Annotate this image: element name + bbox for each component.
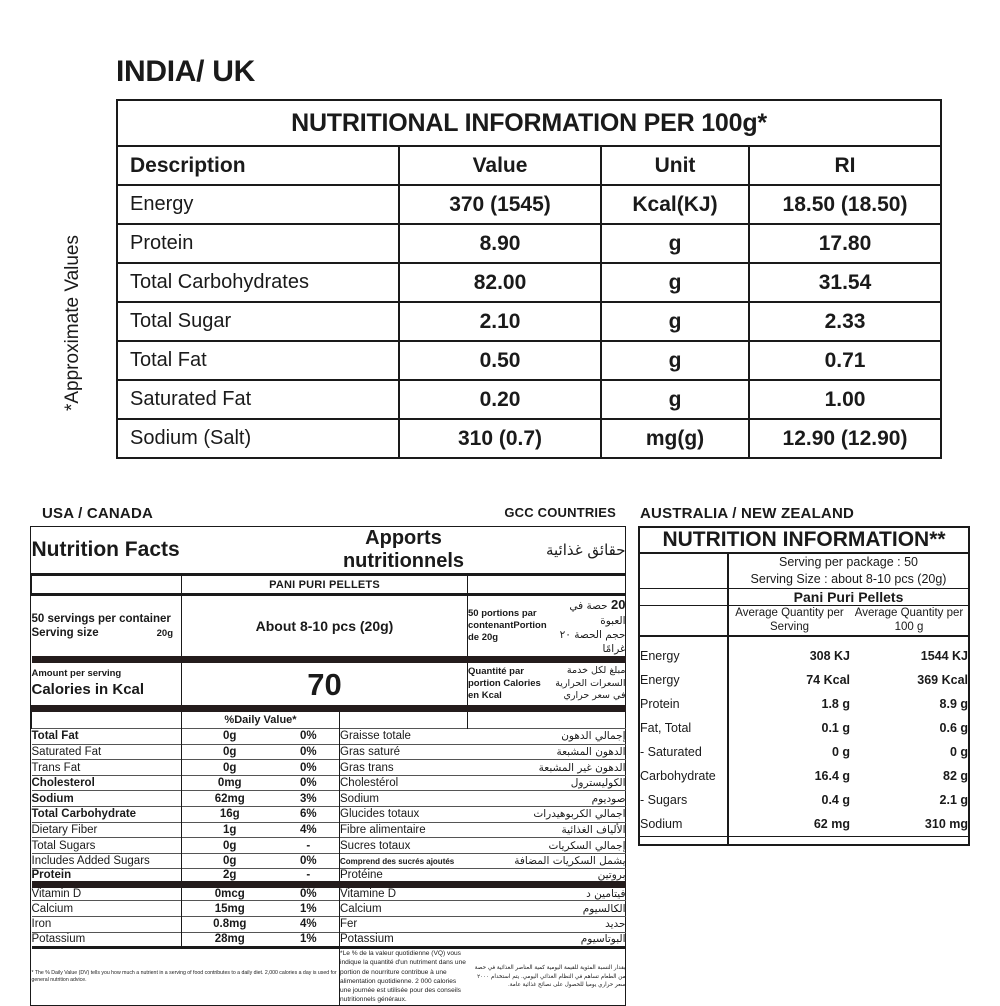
nutrition-facts-row: [32, 744, 626, 760]
row-ri: 18.50 (18.50): [749, 185, 941, 224]
nf-dv-header-row: [32, 709, 626, 729]
nutrient-name: Total Carbohydrate: [31, 808, 137, 821]
row-ri: 0.71: [749, 341, 941, 380]
nutrition-facts-row: [32, 807, 626, 823]
gcc-arabic-title: حقائق غذائية: [545, 541, 626, 559]
anz-nutrient-name: - Sugars: [640, 792, 688, 807]
india-uk-header-row: [117, 146, 941, 185]
nutrient-name-ar: بروتين: [597, 869, 626, 882]
vitamin-daily-value: 0%: [299, 888, 317, 901]
nutrient-name-ar: اجمالي الكربوهيدرات: [533, 808, 626, 821]
india-uk-row: [117, 302, 941, 341]
anz-nutrient-name: Carbohydrate: [640, 768, 716, 783]
row-value: 370 (1545): [399, 185, 601, 224]
nutrient-daily-value: 4%: [299, 823, 317, 836]
gcc-serving-ar-line1: حصة في العبوة: [569, 600, 626, 627]
anz-empty-cell-2: [640, 588, 728, 605]
anz-per-100g: 310 mg: [924, 816, 969, 831]
gcc-footnote-fr: *Le % de la valeur quotidienne (VQ) vous indique la quantité d'un nutriment dans une portion de nourriture contribue à une alimentation quotidienne. 2 000 calories une journée est utilisée pour des conseils nutritionnels généraux.: [340, 948, 468, 1005]
gcc-calories-cell: [468, 660, 626, 709]
nutrient-amount: 0g: [182, 760, 278, 776]
vitamin-name-ar: الكالسيوم: [582, 902, 626, 915]
gcc-serving-cell: [468, 595, 626, 660]
nutrition-facts-table: [31, 527, 626, 1005]
nutrient-name: Sodium: [31, 792, 74, 805]
nutrient-name-fr: Cholestérol: [340, 775, 468, 791]
row-description: Sodium (Salt): [117, 419, 399, 458]
row-ri: 17.80: [749, 224, 941, 263]
nutrient-daily-value: 0%: [299, 855, 317, 868]
india-uk-panel: [0, 0, 1000, 480]
india-uk-row: [117, 341, 941, 380]
nutrition-facts-row: [32, 791, 626, 807]
anz-nutrient-name: Energy: [640, 672, 680, 687]
anz-serving-info: [728, 553, 968, 588]
anz-serving-per-package: Serving per package : 50: [779, 555, 918, 569]
row-ri: 1.00: [749, 380, 941, 419]
nutrient-name-ar: الكوليسترول: [570, 777, 626, 790]
nf-product-name: PANI PURI PELLETS: [182, 575, 468, 595]
anz-spacer-cell-2: [728, 636, 850, 644]
nutrient-name-fr: Gras trans: [340, 760, 468, 776]
anz-per-serving: 308 KJ: [728, 644, 850, 668]
nf-dv-empty-ar: [468, 709, 626, 729]
anz-serving-size: Serving Size : about 8-10 pcs (20g): [750, 571, 947, 586]
vitamin-name: Potassium: [31, 933, 86, 946]
nutrition-facts-row: [32, 838, 626, 854]
nutrition-facts-title: Nutrition Facts: [31, 538, 180, 561]
nutrient-name-ar: إجمالي السكريات: [548, 839, 626, 852]
calories-value: 70: [182, 660, 468, 709]
anz-nutrition-row: [640, 716, 968, 740]
gcc-region-title: GCC COUNTRIES: [504, 505, 616, 520]
vitamin-daily-value: 1%: [299, 933, 317, 946]
gcc-serving-ar: [546, 596, 626, 656]
vitamin-amount: 0.8mg: [182, 917, 278, 933]
header-description: Description: [117, 146, 399, 185]
anz-per-serving: 0.4 g: [728, 788, 850, 812]
header-ri: RI: [749, 146, 941, 185]
nf-product-row: [32, 575, 626, 595]
anz-per-100g: 0.6 g: [939, 720, 969, 735]
nutrient-name: Protein: [31, 869, 72, 882]
anz-nutrition-box: [638, 526, 970, 846]
anz-product-name: Pani Puri Pellets: [728, 588, 968, 605]
vitamin-row: [32, 932, 626, 948]
nutrient-name: Total Fat: [31, 730, 79, 743]
row-description: Protein: [117, 224, 399, 263]
vitamin-row: [32, 901, 626, 917]
nutrient-amount: 0g: [182, 729, 278, 745]
anz-empty-cell: [640, 553, 728, 588]
nutrition-facts-row: [32, 760, 626, 776]
anz-per-100g: 82 g: [943, 768, 969, 783]
vitamin-name: Iron: [31, 918, 52, 931]
gcc-serving-count: 20: [611, 597, 626, 612]
india-uk-banner: NUTRITIONAL INFORMATION PER 100g*: [117, 100, 941, 146]
row-value: 8.90: [399, 224, 601, 263]
anz-nutrition-row: [640, 668, 968, 692]
anz-serving-row: [640, 553, 968, 588]
anz-per-serving: 16.4 g: [728, 764, 850, 788]
nutrient-name-ar: الدهون المشبعة: [556, 745, 626, 758]
row-unit: g: [601, 224, 749, 263]
servings-per-container: 50 servings per container: [31, 612, 171, 625]
nf-empty-cell-ar: [468, 575, 626, 595]
nutrition-facts-row: [32, 869, 626, 885]
nutrient-name: Dietary Fiber: [31, 823, 98, 836]
india-uk-row: [117, 224, 941, 263]
vitamin-name-ar: فيتامين د: [586, 888, 626, 901]
nutrient-name-fr: Graisse totale: [340, 729, 468, 745]
vitamin-amount: 0mcg: [182, 885, 278, 901]
anz-colheader-row: [640, 605, 968, 635]
nf-calories-info: [32, 660, 182, 709]
anz-per-serving: 1.8 g: [728, 692, 850, 716]
vitamin-name-ar: البوتاسيوم: [580, 933, 626, 946]
vitamin-daily-value: 1%: [299, 902, 317, 915]
row-value: 0.20: [399, 380, 601, 419]
nf-servings-info: [32, 595, 182, 660]
calories-label: Calories in Kcal: [31, 681, 145, 699]
nutrient-name-fr: Gras saturé: [340, 744, 468, 760]
anz-per-serving: 74 Kcal: [728, 668, 850, 692]
row-description: Total Fat: [117, 341, 399, 380]
serving-size-value: 20g: [156, 628, 173, 640]
nutrition-facts-row: [32, 853, 626, 869]
anz-region-title: AUSTRALIA / NEW ZEALAND: [640, 505, 855, 522]
nutrient-amount: 0g: [182, 838, 278, 854]
gcc-serving-ar-line2: حجم الحصة ٢٠ غرامًا: [559, 628, 626, 655]
india-uk-nutrition-table: [116, 99, 942, 459]
usa-canada-region-title: USA / CANADA: [42, 505, 154, 522]
vitamin-row: [32, 917, 626, 933]
nutrient-name-fr: Fibre alimentaire: [340, 822, 468, 838]
nf-footnote-row: [32, 948, 626, 1005]
anz-nutrient-name: Sodium: [640, 816, 683, 831]
anz-per-serving: 62 mg: [728, 812, 850, 837]
row-unit: g: [601, 341, 749, 380]
anz-nutrition-row: [640, 788, 968, 812]
vitamin-name: Calcium: [31, 902, 74, 915]
anz-nutrition-row: [640, 644, 968, 668]
anz-bottom-spacer-row: [640, 836, 968, 844]
row-description: Total Sugar: [117, 302, 399, 341]
row-ri: 2.33: [749, 302, 941, 341]
vitamin-name: Vitamin D: [31, 888, 82, 901]
anz-nutrient-name: Fat, Total: [640, 720, 692, 735]
nutrient-amount: 16g: [182, 807, 278, 823]
anz-product-row: [640, 588, 968, 605]
nutrient-name: Cholesterol: [31, 777, 95, 790]
nutrient-name-fr: Glucides totaux: [340, 807, 468, 823]
nutrient-daily-value: 0%: [299, 745, 317, 758]
vitamin-name-ar: حديد: [605, 918, 626, 931]
header-value: Value: [399, 146, 601, 185]
anz-per-100g: 0 g: [949, 744, 969, 759]
anz-banner: NUTRITION INFORMATION**: [640, 528, 968, 553]
anz-per-100g: 369 Kcal: [917, 672, 969, 687]
nutrient-amount: 1g: [182, 822, 278, 838]
nutrient-name: Trans Fat: [31, 761, 81, 774]
anz-nutrient-name: Energy: [640, 648, 680, 663]
row-value: 310 (0.7): [399, 419, 601, 458]
anz-spacer-cell: [640, 636, 728, 644]
vitamin-name-fr: Fer: [340, 917, 468, 933]
anz-spacer-cell-3: [850, 636, 968, 644]
vitamin-row: [32, 885, 626, 901]
india-uk-row: [117, 263, 941, 302]
gcc-amount-ar: مبلغ لكل خدمة السعرات الحرارية في سعر حراري: [555, 664, 626, 702]
nutrient-amount: 0g: [182, 744, 278, 760]
row-ri: 12.90 (12.90): [749, 419, 941, 458]
amount-per-serving-label: Amount per serving: [31, 668, 122, 680]
nutrient-daily-value: -: [306, 839, 311, 852]
anz-bottom-cell-3: [850, 836, 968, 844]
anz-col-header-serving: Average Quantity per Serving: [728, 605, 850, 635]
nf-empty-cell: [32, 575, 182, 595]
india-uk-banner-row: [117, 100, 941, 146]
india-uk-region-title: INDIA/ UK: [116, 55, 255, 88]
nutrient-amount: 0g: [182, 853, 278, 869]
india-uk-row: [117, 419, 941, 458]
nutrient-daily-value: 0%: [299, 730, 317, 743]
gcc-amount-fr: Quantité par portion Calories en Kcal: [468, 665, 541, 702]
row-description: Total Carbohydrates: [117, 263, 399, 302]
nutrient-name-fr: Comprend des sucrés ajoutés: [340, 853, 468, 869]
row-description: Energy: [117, 185, 399, 224]
vitamin-name-fr: Potassium: [340, 932, 468, 948]
nf-dv-empty-fr: [340, 709, 468, 729]
nutrient-amount: 0mg: [182, 775, 278, 791]
apports-nutritionnels-title: Apports nutritionnels: [342, 527, 465, 572]
nutrient-name: Includes Added Sugars: [31, 855, 150, 868]
nutrient-name: Saturated Fat: [31, 745, 102, 758]
nutrient-name-fr: Protéine: [340, 869, 468, 885]
anz-per-100g: 1544 KJ: [920, 648, 969, 663]
nutrition-facts-row: [32, 775, 626, 791]
vitamin-amount: 15mg: [182, 901, 278, 917]
anz-nutrient-name: - Saturated: [640, 744, 702, 759]
anz-per-100g: 2.1 g: [939, 792, 969, 807]
row-description: Saturated Fat: [117, 380, 399, 419]
nutrient-name-ar: الدهون غير المشبعة: [538, 761, 626, 774]
row-value: 0.50: [399, 341, 601, 380]
daily-value-header: %Daily Value*: [182, 709, 340, 729]
anz-banner-row: [640, 528, 968, 553]
nf-servings-row: [32, 595, 626, 660]
row-unit: g: [601, 380, 749, 419]
anz-nutrient-name: Protein: [640, 696, 680, 711]
anz-nutrition-row: [640, 812, 968, 837]
nutrient-name-fr: Sodium: [340, 791, 468, 807]
anz-per-100g: 8.9 g: [939, 696, 969, 711]
vitamin-daily-value: 4%: [299, 918, 317, 931]
india-uk-row: [117, 380, 941, 419]
row-value: 82.00: [399, 263, 601, 302]
vitamin-name-fr: Calcium: [340, 901, 468, 917]
nf-dv-empty: [32, 709, 182, 729]
row-unit: mg(g): [601, 419, 749, 458]
anz-bottom-cell: [640, 836, 728, 844]
nutrient-daily-value: 3%: [299, 792, 317, 805]
nf-calories-row: [32, 660, 626, 709]
header-unit: Unit: [601, 146, 749, 185]
nutrient-name-fr: Sucres totaux: [340, 838, 468, 854]
nutrient-daily-value: 0%: [299, 761, 317, 774]
nutrient-daily-value: 6%: [299, 808, 317, 821]
nutrient-name-ar: الألياف الغذائية: [561, 823, 626, 836]
nutrient-daily-value: -: [306, 869, 311, 882]
nutrient-name: Total Sugars: [31, 839, 96, 852]
nf-title-row: [32, 527, 626, 575]
anz-empty-cell-3: [640, 605, 728, 635]
anz-col-header-100g: Average Quantity per 100 g: [850, 605, 968, 635]
row-unit: g: [601, 263, 749, 302]
row-unit: Kcal(KJ): [601, 185, 749, 224]
row-value: 2.10: [399, 302, 601, 341]
row-unit: g: [601, 302, 749, 341]
vitamin-name-fr: Vitamine D: [340, 885, 468, 901]
nutrition-facts-row: [32, 729, 626, 745]
nutrient-amount: 62mg: [182, 791, 278, 807]
nutrient-amount: 2g: [182, 869, 278, 885]
anz-nutrition-row: [640, 764, 968, 788]
row-ri: 31.54: [749, 263, 941, 302]
usa-footnote: * The % Daily Value (DV) tells you how much a nutrient in a serving of food contributes to a daily diet. 2,000 calories a day is used for general nutrition advice.: [31, 969, 337, 983]
nf-serving-size-center: About 8-10 pcs (20g): [182, 595, 468, 660]
anz-per-serving: 0.1 g: [728, 716, 850, 740]
nutrient-name-ar: صوديوم: [591, 792, 626, 805]
vitamin-amount: 28mg: [182, 932, 278, 948]
gcc-serving-fr: 50 portions par contenantPortion de 20g: [468, 608, 547, 643]
india-uk-row: [117, 185, 941, 224]
anz-bottom-cell-2: [728, 836, 850, 844]
approximate-values-side-label: *Approximate Values: [62, 234, 83, 412]
nutrient-daily-value: 0%: [299, 777, 317, 790]
anz-nutrition-row: [640, 692, 968, 716]
nutrient-name-ar: إجمالي الدهون: [561, 730, 626, 743]
nutrition-facts-row: [32, 822, 626, 838]
serving-size-label: Serving size: [31, 627, 99, 640]
anz-per-serving: 0 g: [728, 740, 850, 764]
gcc-footnote-ar: يقدار النسبة المئوية للقيمة اليومية كمية العناصر الغذائية في حصة من الطعام تساهم في النظام الغذائي اليومي. يتم استخدام ٢٠٠٠ سعر حراري يوميا للحصول على نصائح غذائية عامة.: [474, 965, 626, 989]
anz-nutrition-row: [640, 740, 968, 764]
anz-nutrition-table: [640, 528, 968, 844]
nutrition-facts-box: [30, 526, 626, 1006]
nutrient-name-ar: يشمل السكريات المضافة: [514, 855, 626, 868]
anz-spacer-row: [640, 636, 968, 644]
